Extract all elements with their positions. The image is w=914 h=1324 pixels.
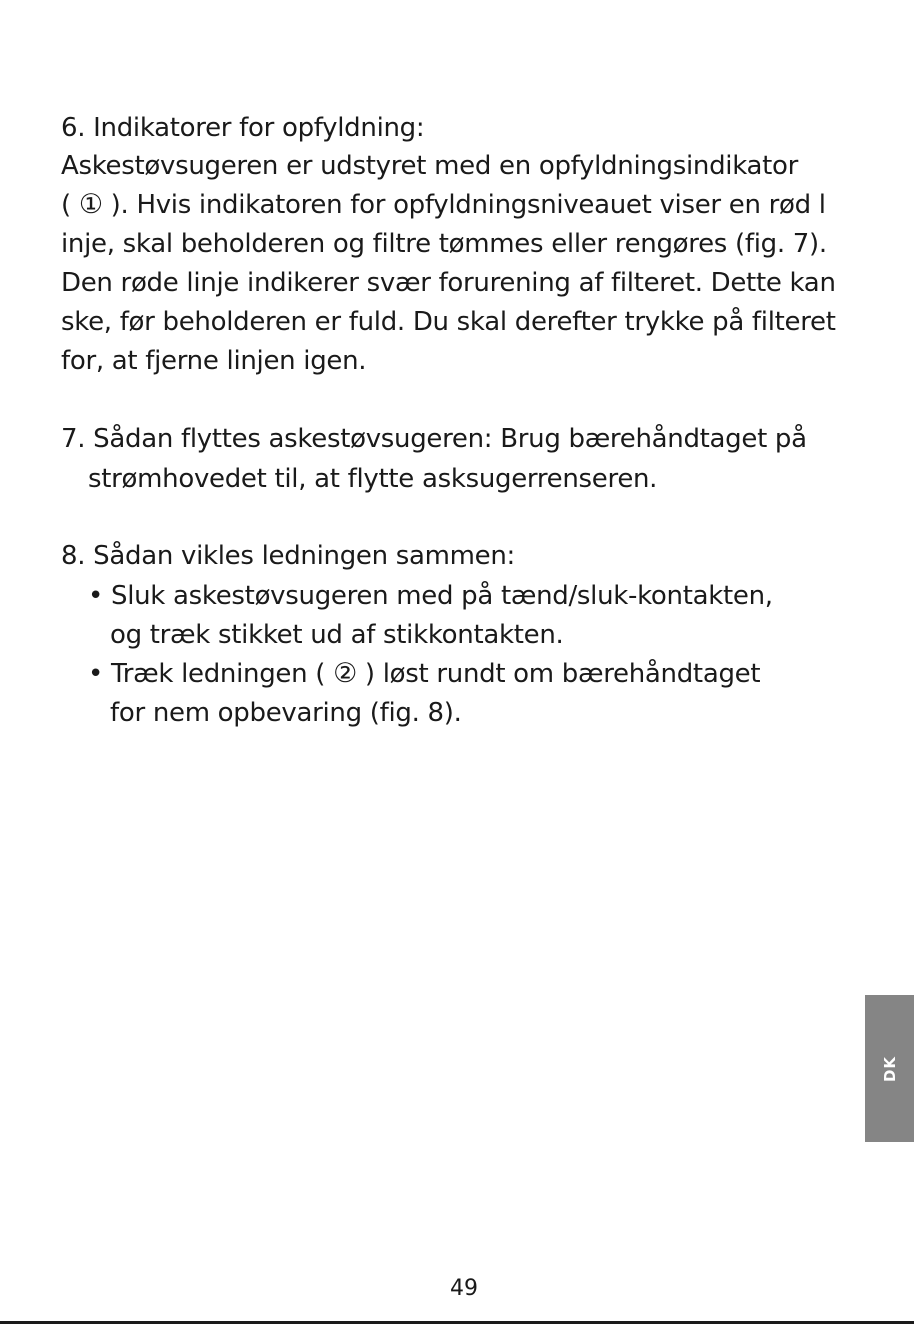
section8-bullet-continuation: for nem opbevaring (fig. 8). [110, 698, 462, 728]
bullet-text-fragment: ) løst rundt om bærehåndtaget [356, 659, 761, 689]
section8-heading: 8. Sådan vikles ledningen sammen: [61, 541, 515, 571]
bullet-text-fragment: • Træk ledningen ( [88, 659, 334, 689]
section8-bullet-continuation: og træk stikket ud af stikkontakten. [110, 620, 564, 650]
section6-heading: 6. Indikatorer for opfyldning: [61, 113, 425, 143]
section6-text-line [61, 186, 826, 224]
section7-heading: 7. Sådan flyttes askestøvsugeren: Brug bærehåndtaget på [61, 424, 807, 454]
section6-text-line: Askestøvsugeren er udstyret med en opfyldningsindikator [61, 151, 799, 181]
circled-number-1: ① [78, 189, 103, 220]
section6-text-line: ske, før beholderen er fuld. Du skal derefter trykke på filteret [61, 307, 836, 337]
section6-text-line: for, at fjerne linjen igen. [61, 346, 367, 376]
circled-number-2: ② [333, 658, 357, 689]
section8-bullet [88, 655, 760, 693]
paren-open: ( [61, 190, 79, 220]
language-tab-label: DK [880, 1055, 899, 1082]
section6-text-line: Den røde linje indikerer svær forurening af filteret. Dette kan [61, 268, 836, 298]
section7-text-line: strømhovedet til, at flytte asksugerrenseren. [88, 464, 658, 494]
section6-text-line: inje, skal beholderen og filtre tømmes eller rengøres (fig. 7). [61, 229, 827, 259]
language-tab [865, 995, 914, 1142]
section6-text-fragment: ). Hvis indikatoren for opfyldningsniveauet viser en rød l [102, 190, 826, 220]
page-number: 49 [450, 1276, 478, 1301]
section8-bullet: • Sluk askestøvsugeren med på tænd/sluk-kontakten, [88, 581, 773, 611]
